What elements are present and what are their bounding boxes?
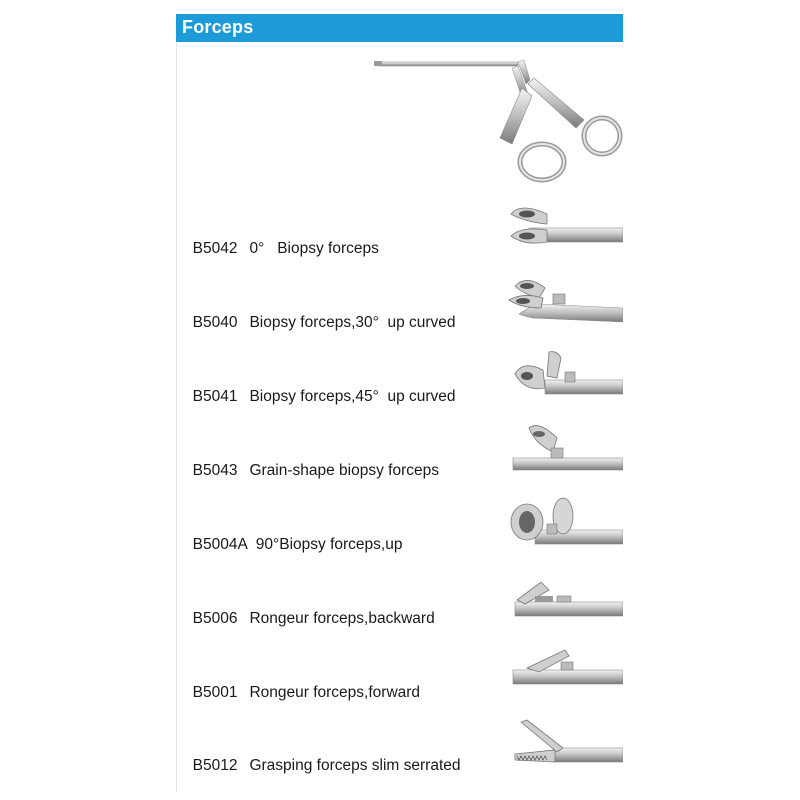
section-header — [176, 14, 623, 42]
section-title: Forceps — [182, 17, 254, 37]
product-code: B5040 — [192, 314, 238, 331]
rongeur-forward-icon — [505, 644, 623, 700]
grain-shape-forceps-icon — [505, 422, 623, 478]
product-description: Grain-shape biopsy forceps — [249, 462, 439, 479]
list-item — [184, 666, 421, 701]
product-description: 90°Biopsy forceps,up — [255, 536, 403, 553]
product-description: 0° Biopsy forceps — [249, 240, 379, 257]
product-description: Biopsy forceps,30° up curved — [249, 314, 456, 331]
grasping-serrated-icon — [505, 718, 623, 774]
product-code: B5012 — [192, 757, 238, 774]
biopsy-forceps-45-icon — [505, 348, 623, 404]
forceps-instrument-image — [372, 48, 626, 188]
biopsy-forceps-90-icon — [505, 496, 623, 552]
product-description: Rongeur forceps,backward — [249, 610, 435, 627]
product-code: B5041 — [192, 388, 238, 405]
product-description: Rongeur forceps,forward — [249, 684, 421, 701]
list-item — [184, 222, 379, 257]
product-code: B5043 — [192, 462, 238, 479]
product-code: B5006 — [192, 610, 238, 627]
list-item — [184, 739, 461, 774]
divider — [176, 42, 177, 792]
product-description: Biopsy forceps,45° up curved — [249, 388, 456, 405]
biopsy-forceps-0-icon — [505, 200, 623, 256]
list-item — [184, 444, 439, 479]
list-item — [184, 592, 435, 627]
product-code: B5001 — [192, 684, 238, 701]
product-code: B5042 — [192, 240, 238, 257]
list-item — [184, 296, 456, 331]
product-code: B5004A — [192, 536, 248, 553]
biopsy-forceps-30-icon — [505, 274, 623, 330]
list-item — [184, 518, 403, 553]
rongeur-backward-icon — [505, 570, 623, 626]
list-item — [184, 370, 456, 405]
product-description: Grasping forceps slim serrated — [249, 757, 461, 774]
